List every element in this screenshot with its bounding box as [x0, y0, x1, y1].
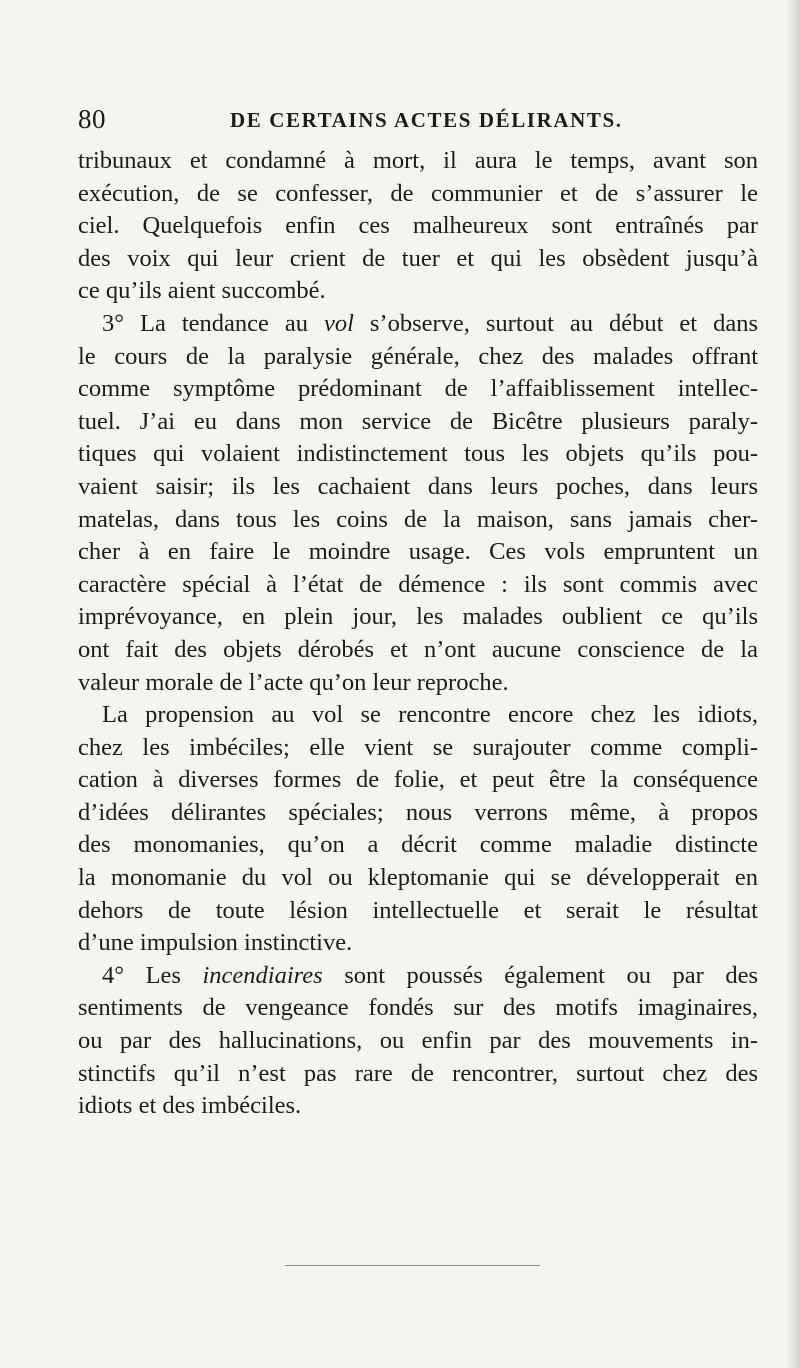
running-head: DE CERTAINS ACTES DÉLIRANTS. — [230, 108, 623, 132]
text-line: comme symptôme prédominant de l’affaiblissement intellec- — [78, 375, 758, 403]
body-text — [78, 145, 758, 1123]
text-line: le cours de la paralysie générale, chez des malades offrant — [78, 342, 758, 370]
page-header — [78, 104, 758, 138]
text-segment: sont poussés également ou par des — [322, 961, 758, 989]
text-line: exécution, de se confesser, de communier et de s’assurer le — [78, 179, 758, 207]
text-line: valeur morale de l’acte qu’on leur reproche. — [78, 668, 509, 696]
text-line: cation à diverses formes de folie, et peut être la conséquence — [78, 766, 758, 794]
text-line: ont fait des objets dérobés et n’ont aucune conscience de la — [78, 635, 758, 663]
text-line: ciel. Quelquefois enfin ces malheureux sont entraînés par — [78, 212, 758, 240]
text-line — [78, 308, 758, 341]
text-line: tuel. J’ai eu dans mon service de Bicêtre plusieurs paraly- — [78, 407, 758, 435]
text-line: des voix qui leur crient de tuer et qui les obsèdent jusqu’à — [78, 244, 758, 272]
text-segment: 4° Les — [102, 961, 203, 989]
text-line: des monomanies, qu’on a décrit comme maladie distincte — [78, 831, 758, 859]
text-line: la monomanie du vol ou kleptomanie qui se développerait en — [78, 864, 758, 892]
text-line: vaient saisir; ils les cachaient dans leurs poches, dans leurs — [78, 472, 758, 500]
italic-term: vol — [323, 309, 354, 337]
text-line: imprévoyance, en plein jour, les malades oublient ce qu’ils — [78, 603, 758, 631]
section-rule — [285, 1265, 540, 1266]
page-number: 80 — [78, 104, 106, 134]
text-line: d’une impulsion instinctive. — [78, 929, 353, 957]
text-line: tribunaux et condamné à mort, il aura le temps, avant son — [78, 147, 758, 174]
text-line: La propension au vol se rencontre encore chez les idiots, — [102, 701, 758, 729]
text-line: ce qu’ils aient succombé. — [78, 277, 326, 305]
text-line: idiots et des imbéciles. — [78, 1092, 302, 1120]
text-line — [78, 960, 758, 993]
text-line: caractère spécial à l’état de démence : ils sont commis avec — [78, 570, 758, 598]
text-line: sentiments de vengeance fondés sur des motifs imaginaires, — [78, 994, 758, 1022]
text-line: dehors de toute lésion intellectuelle et serait le résultat — [78, 896, 758, 924]
text-segment: 3° La tendance au — [102, 309, 324, 337]
text-line: d’idées délirantes spéciales; nous verrons même, à propos — [78, 798, 758, 826]
text-line: stinctifs qu’il n’est pas rare de rencontrer, surtout chez des — [78, 1059, 758, 1087]
page-edge-shadow — [786, 0, 800, 1368]
text-line: chez les imbéciles; elle vient se surajouter comme compli- — [78, 733, 758, 761]
text-segment: s’observe, surtout au début et dans — [353, 309, 758, 337]
text-line: ou par des hallucinations, ou enfin par des mouvements in- — [78, 1027, 758, 1055]
text-line: tiques qui volaient indistinctement tous les objets qu’ils pou- — [78, 440, 758, 468]
italic-term: incendiaires — [202, 961, 323, 989]
text-line: matelas, dans tous les coins de la maison, sans jamais cher- — [78, 505, 758, 533]
text-line: cher à en faire le moindre usage. Ces vols empruntent un — [78, 538, 758, 566]
